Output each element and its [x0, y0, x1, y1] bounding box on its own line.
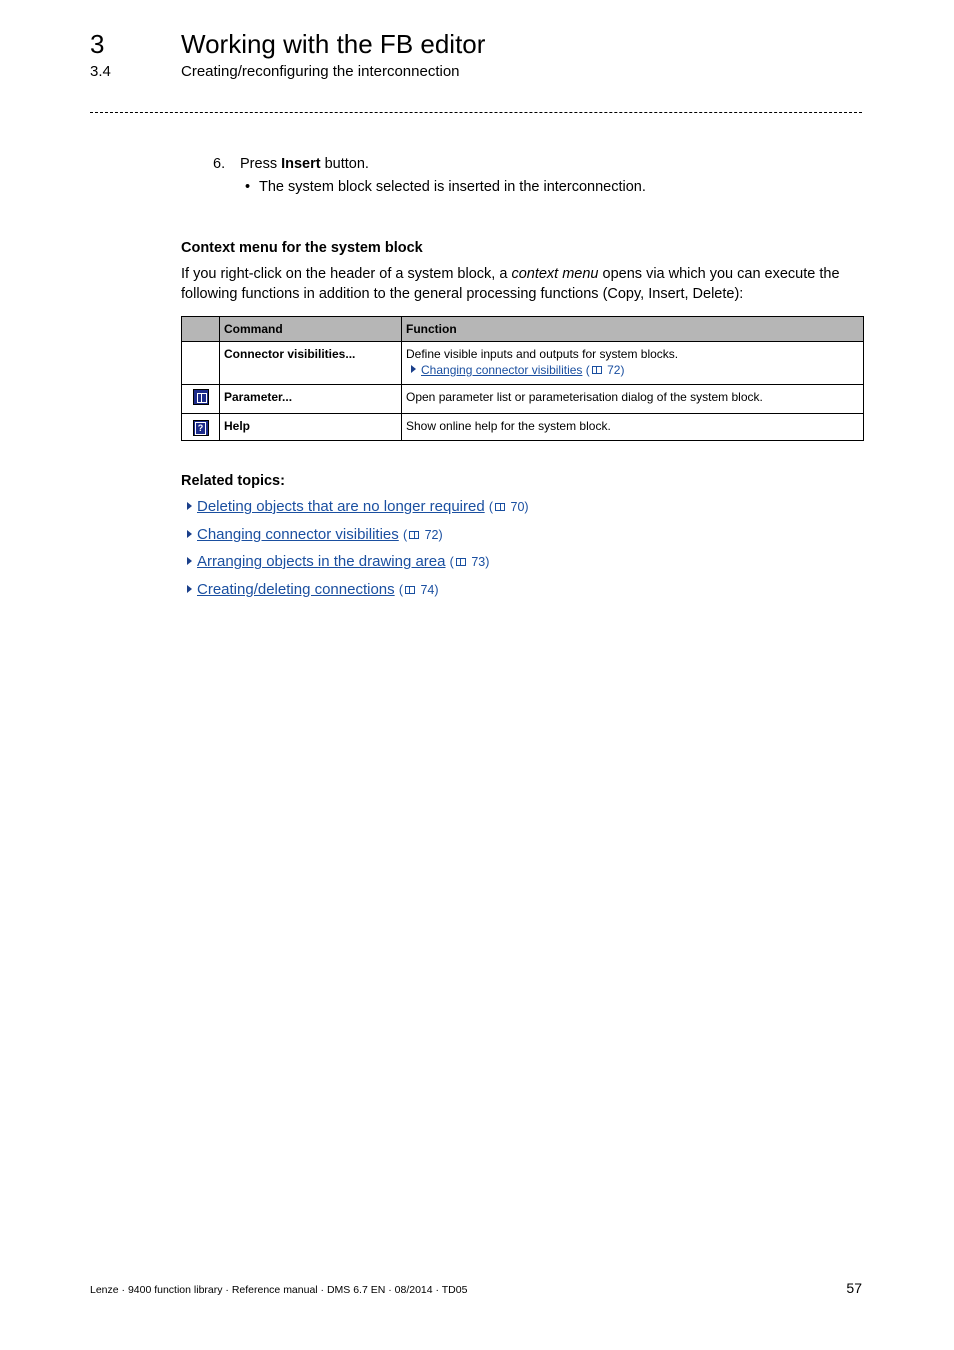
- function-cell: Open parameter list or parameterisation dialog of the system block.: [402, 385, 864, 414]
- page-ref-number: 72: [607, 363, 621, 377]
- page-ref[interactable]: ( 73): [449, 555, 490, 569]
- header-function: Function: [402, 317, 864, 342]
- header-divider: [90, 112, 862, 113]
- function-link-line: [406, 362, 859, 378]
- step-text-after: button.: [320, 156, 369, 172]
- chapter-title: Working with the FB editor: [181, 29, 486, 59]
- page-ref-number: 70: [510, 500, 525, 514]
- book-icon: [592, 366, 602, 374]
- list-item: [187, 525, 529, 553]
- icon-cell: [182, 342, 220, 385]
- link-arrow-icon: [187, 585, 192, 593]
- context-menu-heading: Context menu for the system block: [181, 240, 423, 256]
- step-bullet: [245, 177, 646, 197]
- function-text: Define visible inputs and outputs for system blocks.: [406, 347, 679, 361]
- step-number: 6.: [213, 156, 226, 172]
- related-link[interactable]: Deleting objects that are no longer required: [197, 498, 485, 515]
- related-link[interactable]: Arranging objects in the drawing area: [197, 553, 446, 570]
- intro-before: If you right-click on the header of a system block, a: [181, 266, 512, 282]
- command-table: [181, 316, 864, 441]
- table-row: [182, 385, 864, 414]
- footer-text: Lenze · 9400 function library · Reference manual · DMS 6.7 EN · 08/2014 · TD05: [90, 1284, 468, 1296]
- book-icon: [495, 503, 505, 511]
- icon-cell: [182, 414, 220, 441]
- related-link[interactable]: Changing connector visibilities: [197, 525, 399, 543]
- intro-italic: context menu: [511, 266, 599, 282]
- page-ref[interactable]: ( 72): [402, 527, 443, 542]
- fb-parameter-icon: [193, 389, 209, 405]
- help-icon: ?: [193, 420, 209, 436]
- related-topics-list: [187, 497, 529, 607]
- table-row: [182, 414, 864, 441]
- link-arrow-icon: [411, 365, 416, 373]
- command-cell: Parameter...: [220, 385, 402, 414]
- related-link[interactable]: Creating/deleting connections: [197, 580, 395, 598]
- chapter-number: 3: [90, 29, 105, 59]
- book-icon: [456, 558, 466, 566]
- command-cell: Connector visibilities...: [220, 342, 402, 385]
- list-item: [187, 552, 529, 580]
- function-cell: Show online help for the system block.: [402, 414, 864, 441]
- link-changing-connector-visibilities[interactable]: Changing connector visibilities: [421, 363, 583, 377]
- link-arrow-icon: [187, 530, 192, 538]
- page-ref-number: 73: [471, 555, 486, 569]
- list-item: [187, 580, 529, 608]
- page-ref[interactable]: ( 70): [488, 500, 529, 514]
- book-icon: [405, 586, 415, 594]
- bullet-dot: •: [245, 179, 251, 195]
- step-text-before: Press: [240, 156, 282, 172]
- related-topics-heading: Related topics:: [181, 473, 285, 489]
- icon-cell: [182, 385, 220, 414]
- list-item: [187, 497, 529, 525]
- header-command: Command: [220, 317, 402, 342]
- context-menu-intro: [181, 265, 865, 304]
- bullet-text: The system block selected is inserted in the interconnection.: [259, 179, 646, 195]
- table-header-row: [182, 317, 864, 342]
- step-6: [213, 154, 369, 174]
- book-icon: [409, 531, 419, 539]
- header-icon-cell: [182, 317, 220, 342]
- page-ref-number: 74: [420, 582, 435, 597]
- link-arrow-icon: [187, 557, 192, 565]
- table-row: [182, 342, 864, 385]
- link-arrow-icon: [187, 502, 192, 510]
- step-bold: Insert: [281, 156, 321, 172]
- command-cell: Help: [220, 414, 402, 441]
- page-ref-number: 72: [424, 527, 439, 542]
- section-number: 3.4: [90, 63, 111, 80]
- function-cell: [402, 342, 864, 385]
- page-ref[interactable]: ( 72): [585, 363, 625, 377]
- page-number: 57: [846, 1280, 862, 1296]
- page-ref[interactable]: ( 74): [398, 582, 439, 597]
- intro-after: opens via which you can execute the following functions in addition to the general processing functions (Copy, Insert, Delete):: [181, 266, 840, 302]
- section-title: Creating/reconfiguring the interconnection: [181, 63, 460, 80]
